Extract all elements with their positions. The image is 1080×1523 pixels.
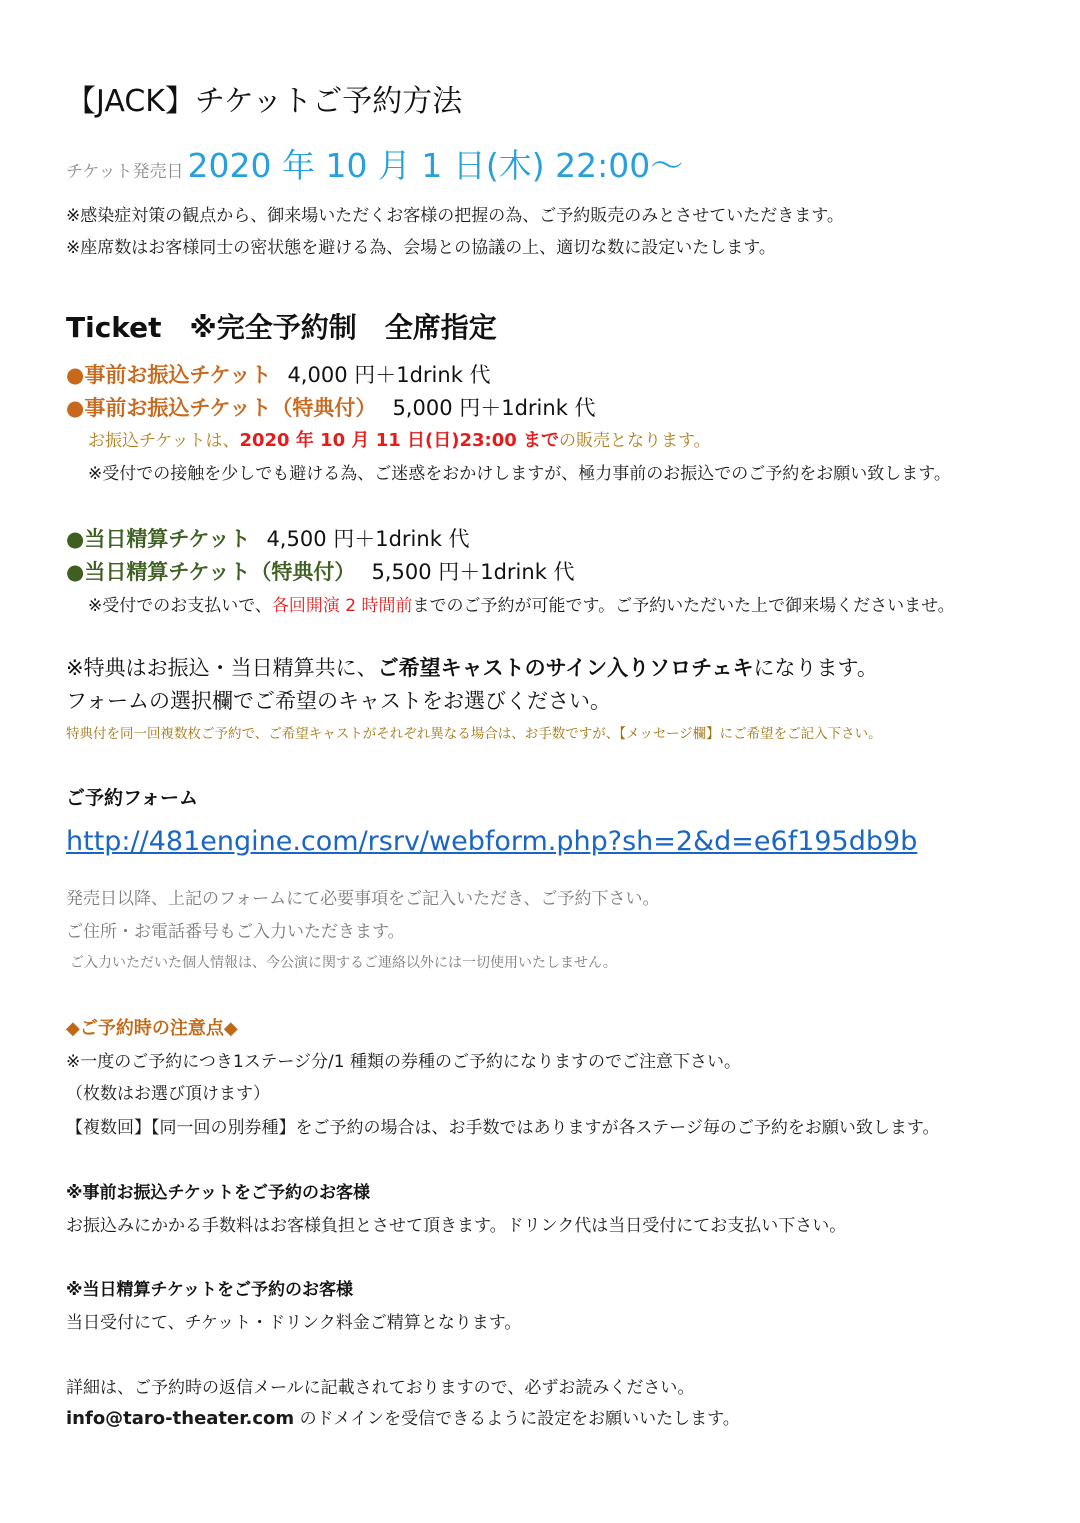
advance-customer-heading: ※事前お振込チケットをご予約のお客様 [66, 1183, 370, 1203]
footer-line-2-text: のドメインを受信できるように設定をお願いいたします。 [294, 1409, 740, 1429]
form-line-1: 発売日以降、上記のフォームにて必要事項をご記入いただき、ご予約下さい。 [66, 889, 660, 909]
sameday-ticket-name: ●当日精算チケット [66, 527, 251, 551]
ticket-heading: Ticket ※完全予約制 全席指定 [66, 311, 497, 344]
release-datetime: 2020 年 10 月 1 日(木) 22:00〜 [187, 146, 684, 185]
attention-heading: ◆ご予約時の注意点◆ [66, 1018, 238, 1039]
benefit-small-note: 特典付を同一回複数枚ご予約で、ご希望キャストがそれぞれ異なる場合は、お手数ですが、【メッセージ欄】にご希望をご記入下さい。 [66, 726, 882, 742]
footer-line-1: 詳細は、ご予約時の返信メールに記載されておりますので、必ずお読みください。 [66, 1378, 695, 1398]
advance-note: ※受付での接触を少しでも避ける為、ご迷惑をおかけしますが、極力事前のお振込でのご予約をお願い致します。 [88, 464, 951, 484]
sameday-ticket-row [66, 523, 470, 553]
note-seating: ※座席数はお客様同士の密状態を避ける為、会場との協議の上、適切な数に設定いたします。 [66, 238, 776, 258]
attention-line-2: （枚数はお選び頂けます） [66, 1084, 270, 1104]
sameday-ticket-benefit-row [66, 556, 575, 586]
benefit-line-1 [66, 652, 878, 682]
benefit-post: になります。 [753, 656, 878, 680]
sameday-note-pre: ※受付でのお支払いで、 [88, 596, 272, 616]
attention-line-3: 【複数回】【同一回の別券種】をご予約の場合は、お手数ではありますが各ステージ毎のご予約をお願い致します。 [66, 1118, 940, 1138]
contact-email: info@taro-theater.com [66, 1408, 295, 1429]
advance-ticket-name: ●事前お振込チケット [66, 363, 272, 387]
sameday-ticket-price: 4,500 円＋1drink 代 [266, 527, 470, 551]
sameday-note-red: 各回開演 2 時間前 [271, 596, 413, 616]
form-line-2: ご住所・お電話番号もご入力いただきます。 [66, 922, 405, 942]
advance-customer-text: お振込みにかかる手数料はお客様負担とさせて頂きます。ドリンク代は当日受付にてお支払い下さい。 [66, 1216, 847, 1236]
attention-line-1: ※一度のご予約につき1ステージ分/1 種類の券種のご予約になりますのでご注意下さい。 [66, 1052, 741, 1072]
advance-ticket-benefit-row [66, 392, 596, 422]
advance-ticket-row [66, 359, 491, 389]
sameday-ticket-benefit-price: 5,500 円＋1drink 代 [371, 560, 575, 584]
release-label: チケット発売日 [66, 162, 184, 182]
advance-deadline [88, 426, 711, 452]
sameday-note [88, 591, 955, 616]
benefit-pre: ※特典はお振込・当日精算共に、 [66, 656, 378, 680]
deadline-post: の販売となります。 [559, 431, 711, 451]
note-infection: ※感染症対策の観点から、御来場いただくお客様の把握の為、ご予約販売のみとさせていただきます。 [66, 206, 844, 226]
deadline-pre: お振込チケットは、 [88, 431, 240, 451]
benefit-bold: ご希望キャストのサイン入りソロチェキ [377, 656, 754, 680]
advance-ticket-benefit-name: ●事前お振込チケット（特典付） [66, 396, 377, 420]
advance-ticket-benefit-price: 5,000 円＋1drink 代 [392, 396, 596, 420]
benefit-line-2: フォームの選択欄でご希望のキャストをお選びください。 [66, 689, 611, 713]
sameday-customer-heading: ※当日精算チケットをご予約のお客様 [66, 1280, 353, 1300]
page-title: 【JACK】チケットご予約方法 [66, 84, 463, 119]
sameday-note-post: までのご予約が可能です。ご予約いただいた上で御来場くださいませ。 [412, 596, 955, 616]
footer-line-2 [66, 1404, 740, 1429]
sameday-customer-text: 当日受付にて、チケット・ドリンク料金ご精算となります。 [66, 1313, 522, 1333]
advance-ticket-price: 4,000 円＋1drink 代 [287, 363, 491, 387]
privacy-note: ご入力いただいた個人情報は、今公演に関するご連絡以外には一切使用いたしません。 [70, 955, 617, 971]
deadline-date: 2020 年 10 月 11 日(日)23:00 まで [239, 430, 560, 451]
form-heading: ご予約フォーム [66, 787, 199, 809]
reservation-form-link[interactable]: http://481engine.com/rsrv/webform.php?sh=2&d=e6f195db9b [66, 826, 918, 857]
sameday-ticket-benefit-name: ●当日精算チケット（特典付） [66, 560, 356, 584]
release-date-row [66, 140, 683, 187]
